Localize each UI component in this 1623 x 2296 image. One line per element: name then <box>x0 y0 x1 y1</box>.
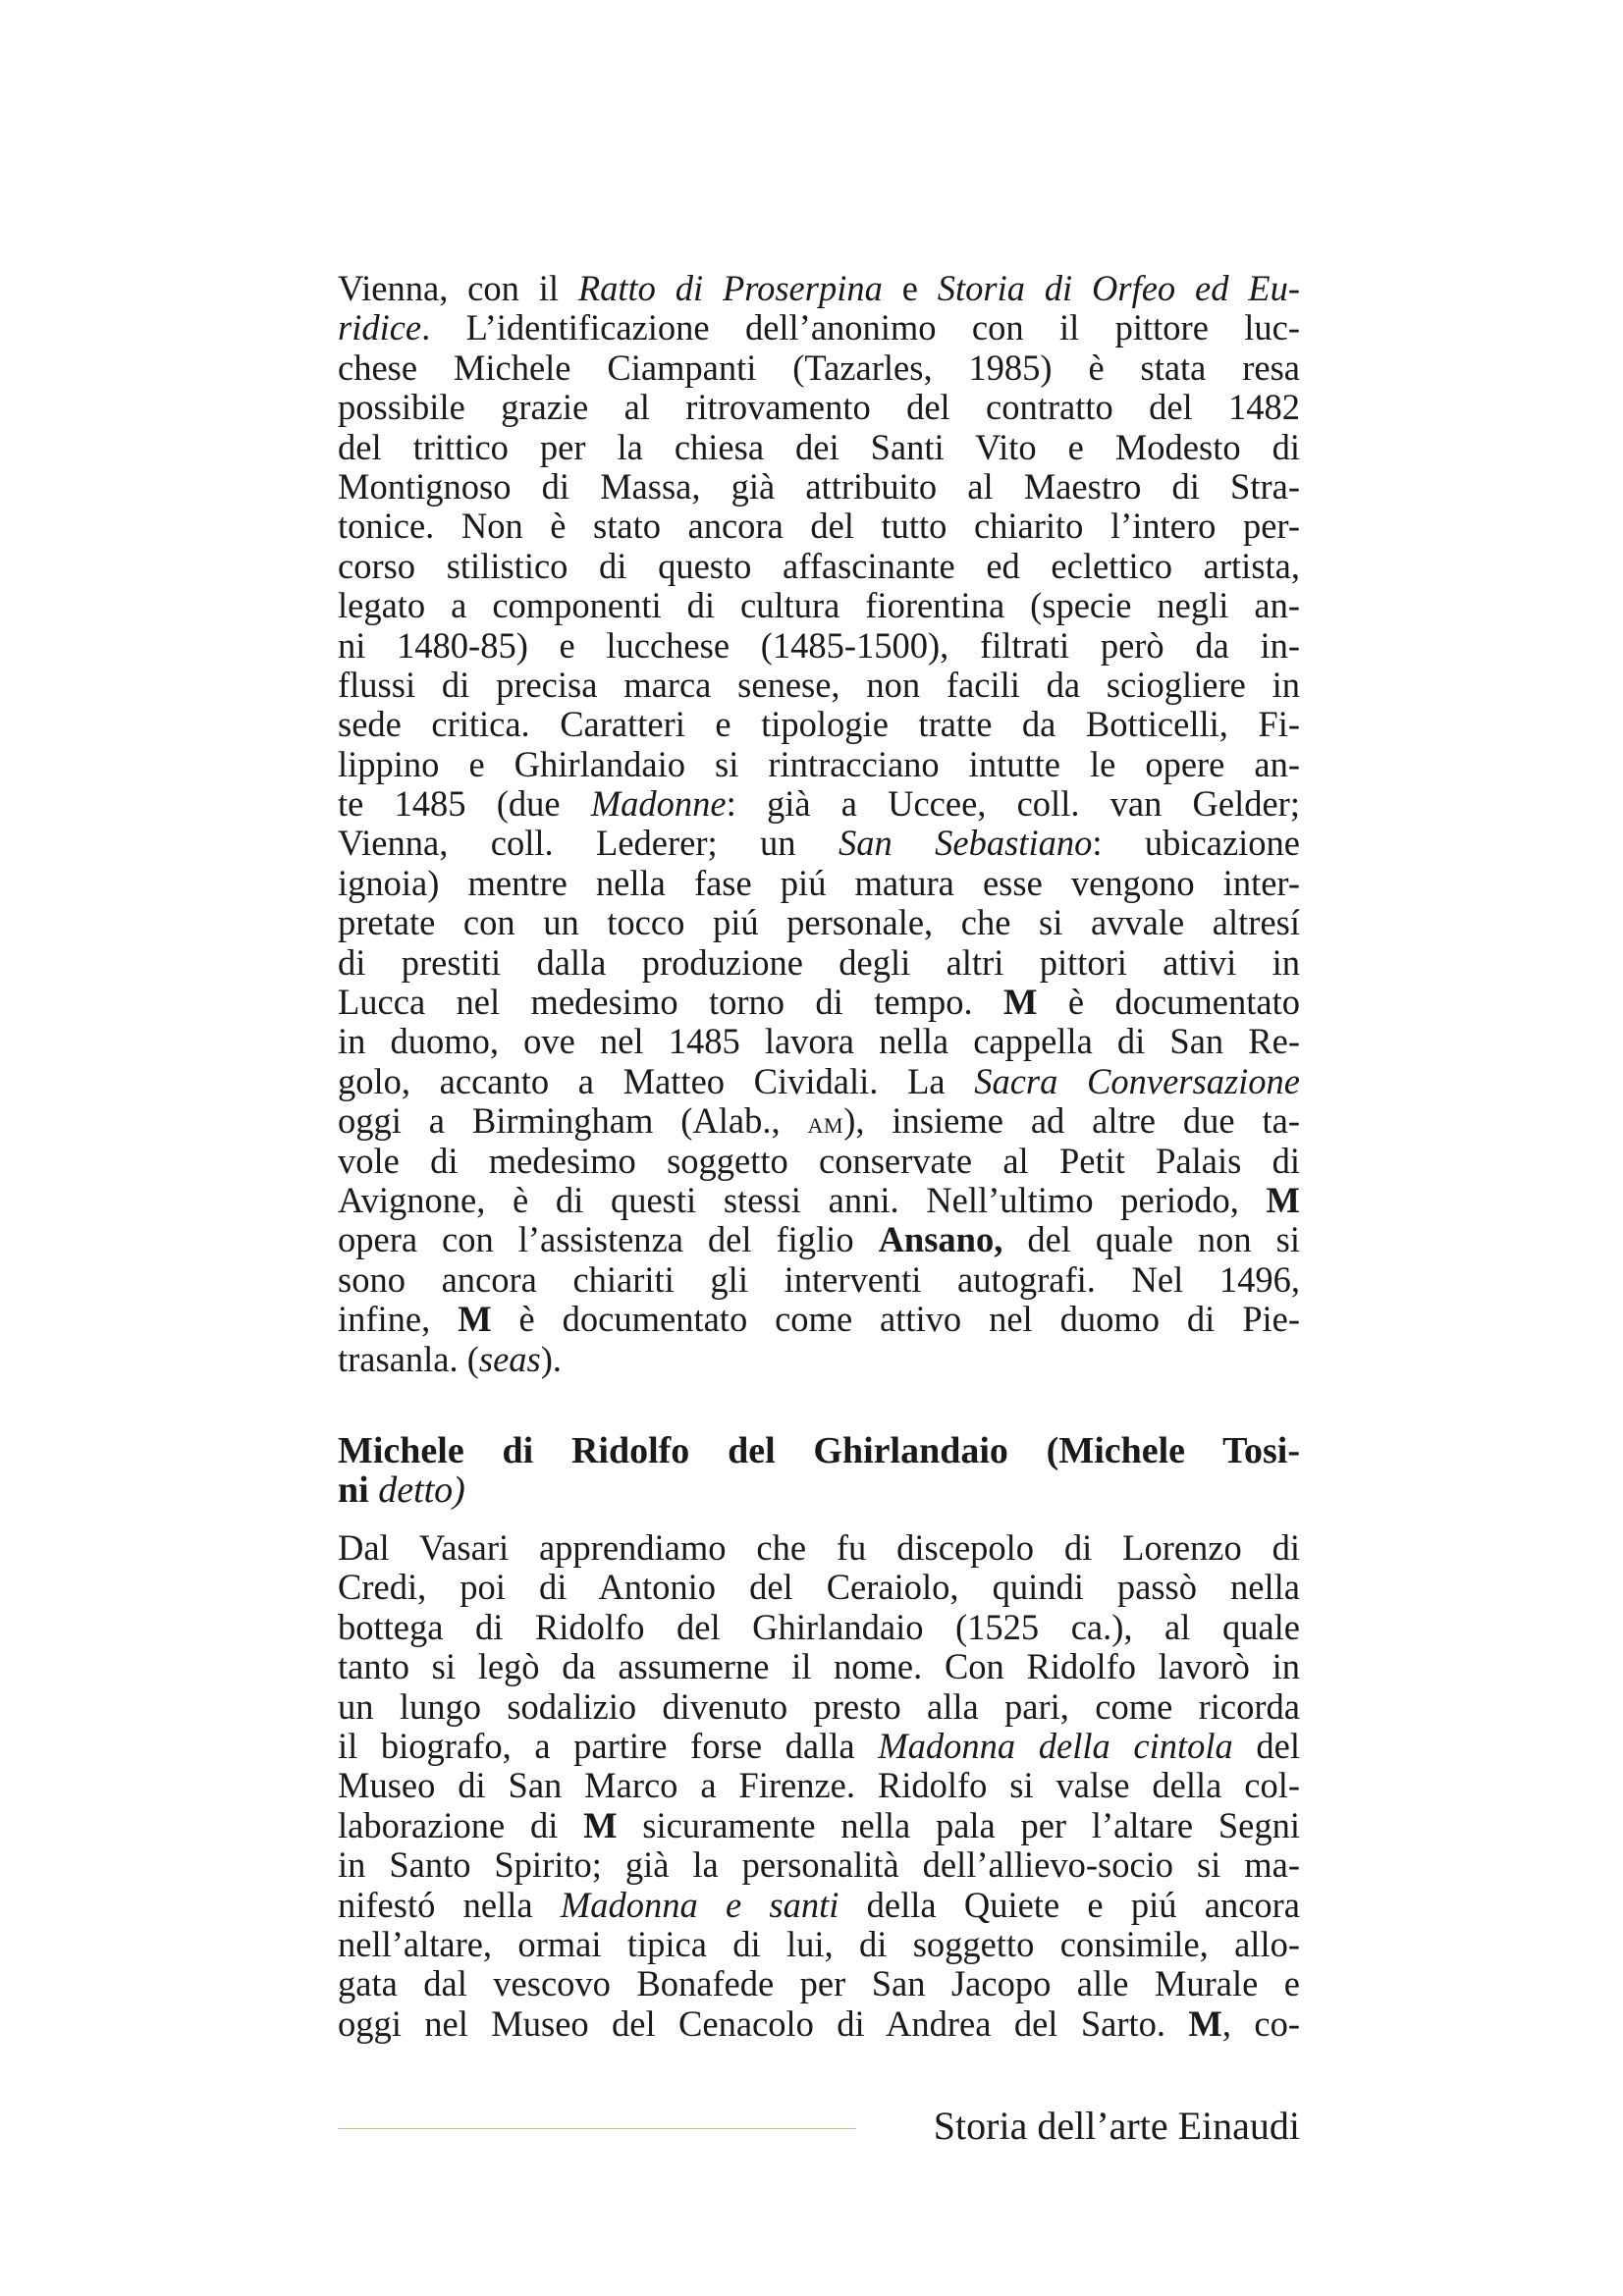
text-line: il biografo, a partire forse dalla Madonna della cintola del <box>338 1725 1301 1766</box>
text-line: chese Michele Ciampanti (Tazarles, 1985) è stata resa <box>338 347 1300 388</box>
text-line: infine, M è documentato come attivo nel duomo di Pie- <box>338 1299 1301 1340</box>
text-line: bottega di Ridolfo del Ghirlandaio (1525 ca.), al quale <box>338 1606 1300 1647</box>
text-line: in Santo Spirito; già la personalità dell’allievo-socio si ma- <box>338 1844 1300 1886</box>
text-line: tanto si legò da assumerne il nome. Con Ridolfo lavorò in <box>338 1646 1300 1687</box>
entry-text-continued <box>338 269 1300 1379</box>
text-line: legato a componenti di cultura fiorentina (specie negli an- <box>338 585 1300 626</box>
text-line: oggi nel Museo del Cenacolo di Andrea del Sarto. M, co- <box>338 2002 1301 2044</box>
text-line: corso stilistico di questo affascinante ed eclettico artista, <box>338 545 1300 586</box>
text-line: pretate con un tocco piú personale, che si avvale altresí <box>338 902 1300 943</box>
text-line: Credi, poi di Antonio del Ceraiolo, quindi passò nella <box>338 1567 1300 1608</box>
text-line: lippino e Ghirlandaio si rintracciano intutte le opere an- <box>338 743 1300 784</box>
text-line: Museo di San Marco a Firenze. Ridolfo si valse della col- <box>338 1765 1300 1806</box>
heading-line: Michele di Ridolfo del Ghirlandaio (Michele Tosi- <box>338 1430 1300 1471</box>
text-line: di prestiti dalla produzione degli altri pittori attivi in <box>338 941 1300 983</box>
text-line: Lucca nel medesimo torno di tempo. M è documentato <box>338 982 1300 1023</box>
text-line: vole di medesimo soggetto conservate al Petit Palais di <box>338 1140 1300 1181</box>
text-line: ignoia) mentre nella fase piú matura esse vengono inter- <box>338 862 1300 903</box>
text-line: laborazione di M sicuramente nella pala per l’altare Segni <box>338 1804 1300 1845</box>
text-line: Vienna, coll. Lederer; un San Sebastiano: ubicazione <box>338 823 1300 864</box>
text-line: ridice. L’identificazione dell’anonimo con il pittore luc- <box>338 307 1300 348</box>
text-line: Vienna, con il Ratto di Proserpina e Storia di Orfeo ed Eu- <box>338 268 1300 308</box>
text-line: opera con l’assistenza del figlio Ansano, del quale non si <box>338 1219 1300 1260</box>
text-line: oggi a Birmingham (Alab., am), insieme ad altre due ta- <box>338 1100 1300 1142</box>
text-line: del trittico per la chiesa dei Santi Vito e Modesto di <box>338 426 1300 467</box>
text-line: Montignoso di Massa, già attribuito al Maestro di Stra- <box>338 465 1300 507</box>
text-line: un lungo sodalizio divenuto presto alla pari, come ricorda <box>338 1685 1300 1727</box>
heading-line: ni detto) <box>338 1469 465 1511</box>
text-line: gata dal vescovo Bonafede per San Jacopo alle Murale e <box>338 1963 1300 2004</box>
footer-rule <box>338 2128 856 2129</box>
text-line: sono ancora chiariti gli interventi autografi. Nel 1496, <box>338 1258 1300 1300</box>
text-line: tonice. Non è stato ancora del tutto chiarito l’intero per- <box>338 506 1300 547</box>
text-line: possibile grazie al ritrovamento del contratto del 1482 <box>338 387 1300 428</box>
text-line: ni 1480-85) e lucchese (1485-1500), filtrati però da in- <box>338 624 1300 666</box>
text-line: golo, accanto a Matteo Cividali. La Sacra Conversazione <box>338 1060 1300 1101</box>
text-line: nell’altare, ormai tipica di lui, di soggetto consimile, allo- <box>338 1923 1300 1964</box>
footer-title: Storia dell’arte Einaudi <box>933 2104 1300 2148</box>
text-line: in duomo, ove nel 1485 lavora nella cappella di San Re- <box>338 1021 1300 1062</box>
text-line: Avignone, è di questi stessi anni. Nell’ultimo periodo, M <box>338 1179 1300 1220</box>
entry-text <box>338 1528 1300 2044</box>
text-line: Dal Vasari apprendiamo che fu discepolo di Lorenzo di <box>338 1527 1300 1568</box>
text-line: nifestó nella Madonna e santi della Quiete e piú ancora <box>338 1884 1301 1925</box>
text-line: te 1485 (due Madonne: già a Uccee, coll. van Gelder; <box>338 783 1300 825</box>
entry-heading <box>338 1431 1300 1510</box>
text-line: trasanla. (seas). <box>338 1338 563 1379</box>
text-line: sede critica. Caratteri e tipologie tratte da Botticelli, Fi- <box>338 704 1300 745</box>
text-line: flussi di precisa marca senese, non facili da sciogliere in <box>338 664 1300 705</box>
